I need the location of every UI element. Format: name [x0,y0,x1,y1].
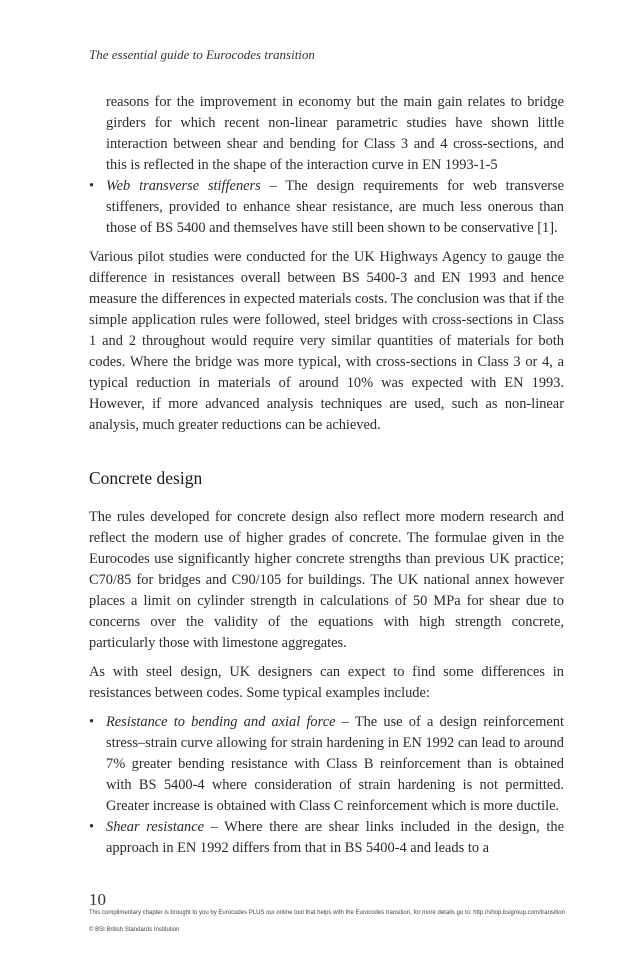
section-heading: Concrete design [89,468,203,488]
continuation-text: reasons for the improvement in economy but the main gain relates to bridge girders for which recent non-linear parametric studies have shown little interaction between shear and bending for Class 3 and 4 cross-sections, and this is reflected in the shape of the interaction curve in EN 1993-1-5 [106,94,564,173]
running-head: The essential guide to Eurocodes transition [89,47,315,62]
paragraph-pilot-studies: Various pilot studies were conducted for the UK Highways Agency to gauge the difference in resistances overall between BS 5400-3 and EN 1993 and hence measure the differences in expected materials costs. The conclusion was that if the simple application rules were followed, steel bridges with cross-sections in Class 1 and 2 throughout would require very similar quantities of materials for both codes. Where the bridge was more typical, with cross-sections in Class 3 or 4, a typical reduction in materials of around 10% was expected with EN 1993. However, if more advanced analysis techniques are used, such as non-linear analysis, much greater reductions can be achieved. [89,249,564,433]
list-item [89,176,564,239]
bullet-text: – The design requirements for web transverse stiffeners, provided to enhance shear resistance, are much less onerous than those of BS 5400 and themselves have still been shown to be conservative [1]. [106,178,564,236]
page-body [89,92,564,859]
concrete-bullet-list [89,712,564,859]
footer-note: This complimentary chapter is brought to you by Eurocodes PLUS our online tool that helps with the Eurocodes transition, for more details go to: http://shop.bsigroup.com/transition [89,910,565,916]
copyright-notice: © BSI British Standards Institution [89,927,180,933]
list-item [89,817,564,859]
bullet-term: Web transverse stiffeners [106,178,261,194]
paragraph-steel-comparison: As with steel design, UK designers can expect to find some differences in resistances between codes. Some typical examples include: [89,664,564,701]
bullet-text: – The use of a design reinforcement stress–strain curve allowing for strain hardening in EN 1992 can lead to around 7% greater bending resistance with Class B reinforcement than is obtained with BS 5400-4 where consideration of strain hardening is not permitted. Greater increase is obtained with Class C reinforcement which is more ductile. [106,714,564,814]
bullet-term: Resistance to bending and axial force [106,714,336,730]
steel-bullet-list [89,176,564,239]
page-number: 10 [89,890,106,909]
list-item [89,712,564,817]
bullet-text: – Where there are shear links included in the design, the approach in EN 1992 differs from that in BS 5400-4 and leads to a [106,819,564,856]
bullet-term: Shear resistance [106,819,205,835]
paragraph-concrete-rules: The rules developed for concrete design also reflect more modern research and reflect the modern use of higher grades of concrete. The formulae given in the Eurocodes use significantly higher concrete strengths than previous UK practice; C70/85 for bridges and C90/105 for buildings. The UK national annex however places a limit on cylinder strength in calculations of 50 MPa for shear due to concerns over the validity of the equations with high strength concrete, particularly those with limestone aggregates. [89,509,564,651]
